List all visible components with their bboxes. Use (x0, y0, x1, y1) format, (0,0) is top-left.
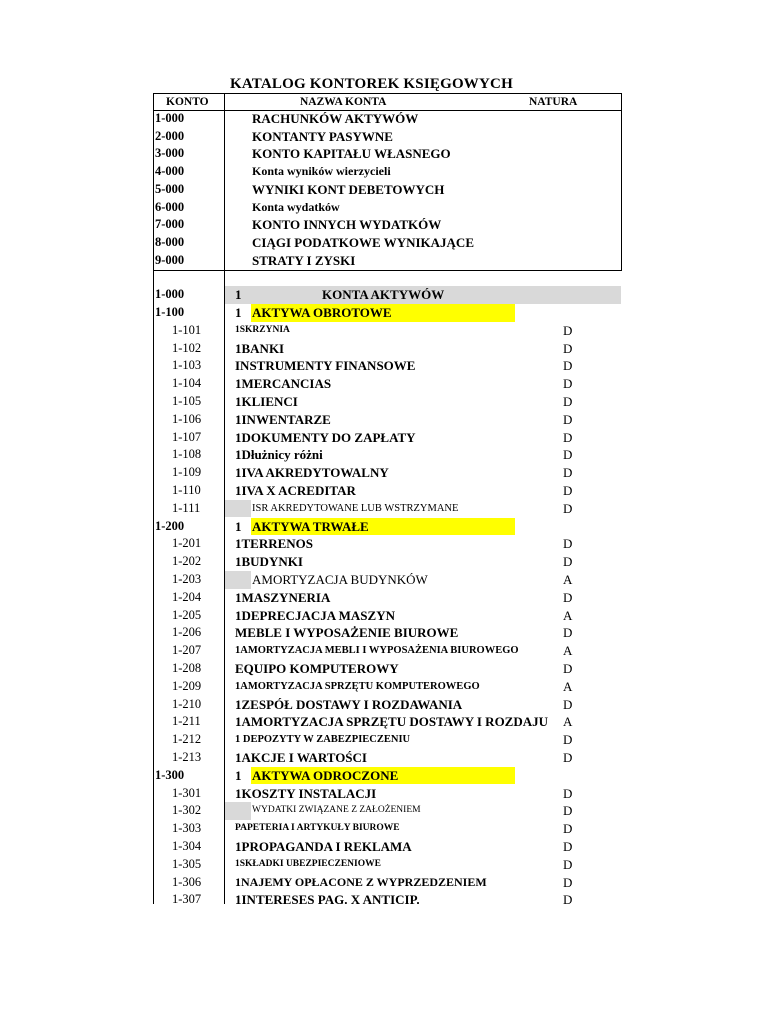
section-code: 1-000 (155, 287, 185, 301)
account-natura: D (563, 661, 573, 676)
account-code: 1-304 (172, 839, 202, 853)
account-code: 1-205 (172, 607, 202, 622)
account-name: 1AKCJE I WARTOŚCI (235, 750, 367, 765)
group-marker: 1 (235, 305, 242, 320)
account-code: 1-105 (172, 394, 202, 408)
account-code: 2-000 (155, 128, 185, 143)
account-name: AKTYWA ODROCZONE (252, 767, 399, 783)
account-code: 1-204 (172, 589, 202, 604)
account-name: 1NAJEMY OPŁACONE Z WYPRZEDZENIEM (235, 874, 487, 889)
account-name: KONTANTY PASYWNE (252, 128, 393, 144)
account-natura: D (563, 750, 573, 765)
account-natura: D (563, 589, 573, 605)
summary-row (154, 216, 621, 234)
table-row (154, 820, 621, 838)
account-natura: D (563, 536, 573, 552)
account-natura: D (563, 856, 573, 872)
table-row (154, 357, 621, 375)
account-code: 1-110 (172, 483, 201, 497)
account-code: 1-209 (172, 678, 202, 693)
table-row (154, 500, 621, 518)
summary-row (154, 110, 621, 128)
account-natura: D (563, 429, 573, 445)
account-natura: D (563, 322, 573, 338)
summary-row (154, 181, 621, 199)
account-name: 1KOSZTY INSTALACJI (235, 785, 377, 801)
account-code: 1-111 (172, 500, 201, 515)
account-code: 1-107 (172, 429, 202, 444)
table-row (154, 891, 621, 909)
account-natura: D (563, 554, 573, 570)
account-code: 1-300 (155, 767, 185, 782)
summary-row (154, 163, 621, 181)
indent-shade (225, 500, 251, 518)
account-code: 9-000 (155, 252, 185, 267)
account-natura: D (563, 465, 573, 481)
summary-row (154, 234, 621, 252)
account-code: 1-306 (172, 874, 202, 889)
account-code: 7-000 (155, 217, 185, 232)
section-marker: 1 (235, 287, 242, 302)
account-name: WYNIKI KONT DEBETOWYCH (252, 181, 445, 197)
account-code: 1-212 (172, 732, 202, 747)
account-name: MEBLE I WYPOSAŻENIE BIUROWE (235, 625, 459, 641)
account-name: AMORTYZACJA BUDYNKÓW (252, 572, 428, 587)
account-name: 1BUDYNKI (235, 554, 303, 570)
account-code: 3-000 (155, 146, 185, 161)
account-code: 1-206 (172, 625, 202, 640)
account-natura: D (563, 411, 573, 427)
account-natura: A (563, 572, 573, 587)
account-code: 1-302 (172, 803, 202, 818)
table-row (154, 856, 621, 874)
table-row (154, 446, 621, 464)
account-name: 1DEPRECJACJA MASZYN (235, 607, 395, 623)
account-code: 1-202 (172, 554, 202, 569)
group-row (154, 767, 621, 785)
account-code: 1-305 (172, 856, 202, 871)
group-marker: 1 (235, 518, 242, 534)
table-row (154, 429, 621, 447)
account-name: KONTO KAPITAŁU WŁASNEGO (252, 146, 451, 162)
account-name: EQUIPO KOMPUTEROWY (235, 661, 399, 676)
table-row (154, 535, 621, 553)
account-name: 1IVA AKREDYTOWALNY (235, 465, 389, 481)
account-natura: D (563, 803, 573, 819)
account-natura: D (563, 340, 573, 356)
account-code: 1-106 (172, 411, 202, 426)
account-code: 1-101 (172, 322, 202, 337)
account-name: Konta wyników wierzycieli (252, 164, 391, 179)
account-natura: A (563, 607, 573, 623)
account-code: 1-200 (155, 518, 185, 533)
account-code: 5-000 (155, 181, 185, 196)
account-natura: A (563, 714, 573, 730)
account-name: CIĄGI PODATKOWE WYNIKAJĄCE (252, 234, 474, 250)
header-nazwa-konta: NAZWA KONTA (300, 96, 387, 108)
table-border-top (153, 93, 622, 94)
indent-shade (225, 802, 251, 820)
account-name: ISR AKREDYTOWANE LUB WSTRZYMANE (252, 502, 459, 514)
account-natura: D (563, 625, 573, 641)
summary-row (154, 252, 621, 270)
account-code: 1-213 (172, 750, 202, 764)
table-row (154, 411, 621, 429)
header-natura: NATURA (529, 96, 578, 108)
account-name: 1INWENTARZE (235, 411, 331, 427)
table-row (154, 553, 621, 571)
account-name: 1BANKI (235, 340, 285, 356)
account-natura: D (563, 500, 573, 516)
account-name: 1MERCANCIAS (235, 376, 332, 392)
account-name: 1MASZYNERIA (235, 589, 331, 605)
account-code: 1-303 (172, 821, 202, 836)
account-natura: D (563, 839, 573, 854)
account-name: 1PROPAGANDA I REKLAMA (235, 839, 412, 854)
account-code: 8-000 (155, 234, 185, 249)
table-row (154, 874, 621, 892)
account-name: INSTRUMENTY FINANSOWE (235, 358, 416, 374)
table-row (154, 696, 621, 714)
account-code: 1-208 (172, 661, 202, 675)
account-code: 1-203 (172, 572, 202, 586)
table-row (154, 375, 621, 393)
account-natura: D (563, 447, 573, 463)
table-row (154, 678, 621, 696)
account-name: 1SKRZYNIA (235, 324, 290, 335)
account-code: 1-000 (155, 111, 185, 125)
account-code: 1-207 (172, 643, 202, 658)
account-code: 6-000 (155, 199, 185, 214)
account-code: 1-108 (172, 447, 202, 462)
account-name: 1AMORTYZACJA SPRZĘTU DOSTAWY I ROZDAJU (235, 714, 549, 730)
account-code: 1-100 (155, 305, 185, 319)
account-natura: D (563, 821, 573, 837)
account-code: 4-000 (155, 164, 185, 179)
table-row (154, 571, 621, 589)
table-row (154, 607, 621, 625)
account-code: 1-210 (172, 696, 202, 711)
table-row (154, 589, 621, 607)
group-row (154, 518, 621, 536)
account-name: 1KLIENCI (235, 394, 298, 409)
table-row (154, 624, 621, 642)
account-natura: D (563, 358, 573, 374)
table-row (154, 642, 621, 660)
account-name: 1IVA X ACREDITAR (235, 483, 356, 498)
table-row (154, 482, 621, 500)
account-natura: D (563, 732, 573, 748)
account-code: 1-307 (172, 892, 202, 907)
account-name: 1TERRENOS (235, 536, 314, 552)
table-row (154, 749, 621, 767)
account-code: 1-103 (172, 358, 202, 373)
account-name: 1Dłużnicy różni (235, 447, 323, 463)
header-konto: KONTO (166, 96, 209, 108)
account-code: 1-211 (172, 714, 201, 729)
account-code: 1-109 (172, 465, 202, 480)
account-code: 1-201 (172, 536, 202, 551)
account-natura: A (563, 643, 573, 659)
account-code: 1-104 (172, 376, 202, 391)
account-natura: D (563, 394, 573, 409)
indent-shade (225, 571, 251, 589)
section-row (154, 286, 621, 304)
table-row (154, 838, 621, 856)
summary-divider (153, 270, 622, 271)
table-row (154, 785, 621, 803)
account-name: KONTO INNYCH WYDATKÓW (252, 217, 442, 233)
account-name: 1AMORTYZACJA SPRZĘTU KOMPUTEROWEGO (235, 680, 480, 692)
account-name: 1INTERESES PAG. X ANTICIP. (235, 892, 420, 908)
section-name: KONTA AKTYWÓW (322, 287, 445, 302)
table-row (154, 802, 621, 820)
account-name: 1 DEPOZYTY W ZABEZPIECZENIU (235, 734, 411, 746)
account-name: STRATY I ZYSKI (252, 252, 356, 268)
account-natura: D (563, 483, 573, 498)
summary-row (154, 199, 621, 217)
page-title: KATALOG KONTOREK KSIĘGOWYCH (230, 76, 513, 92)
summary-row (154, 128, 621, 146)
account-natura: D (563, 696, 573, 712)
table-row (154, 713, 621, 731)
group-marker: 1 (235, 767, 242, 783)
account-name: 1SKŁADKI UBEZPIECZENIOWE (235, 858, 381, 869)
account-natura: D (563, 376, 573, 392)
group-row (154, 304, 621, 322)
account-natura: A (563, 678, 573, 694)
table-row (154, 660, 621, 678)
account-name: 1AMORTYZACJA MEBLI I WYPOSAŻENIA BIUROWEGO (235, 645, 519, 657)
account-natura: D (563, 785, 573, 801)
account-name: AKTYWA OBROTOWE (252, 305, 392, 320)
table-row (154, 322, 621, 340)
table-row (154, 464, 621, 482)
table-row (154, 393, 621, 411)
account-name: 1ZESPÓŁ DOSTAWY I ROZDAWANIA (235, 696, 463, 712)
account-natura: D (563, 892, 573, 908)
account-name: AKTYWA TRWAŁE (252, 518, 369, 534)
account-code: 1-102 (172, 340, 202, 355)
account-name: 1DOKUMENTY DO ZAPŁATY (235, 429, 416, 445)
account-name: RACHUNKÓW AKTYWÓW (252, 111, 419, 126)
account-code: 1-301 (172, 785, 202, 800)
account-name: WYDATKI ZWIĄZANE Z ZAŁOŻENIEM (252, 805, 421, 816)
account-natura: D (563, 874, 573, 890)
summary-row (154, 145, 621, 163)
account-name: PAPETERIA I ARTYKUŁY BIUROWE (235, 823, 400, 834)
account-name: Konta wydatków (252, 199, 340, 214)
table-row (154, 731, 621, 749)
table-border-right (621, 93, 622, 271)
table-row (154, 340, 621, 358)
